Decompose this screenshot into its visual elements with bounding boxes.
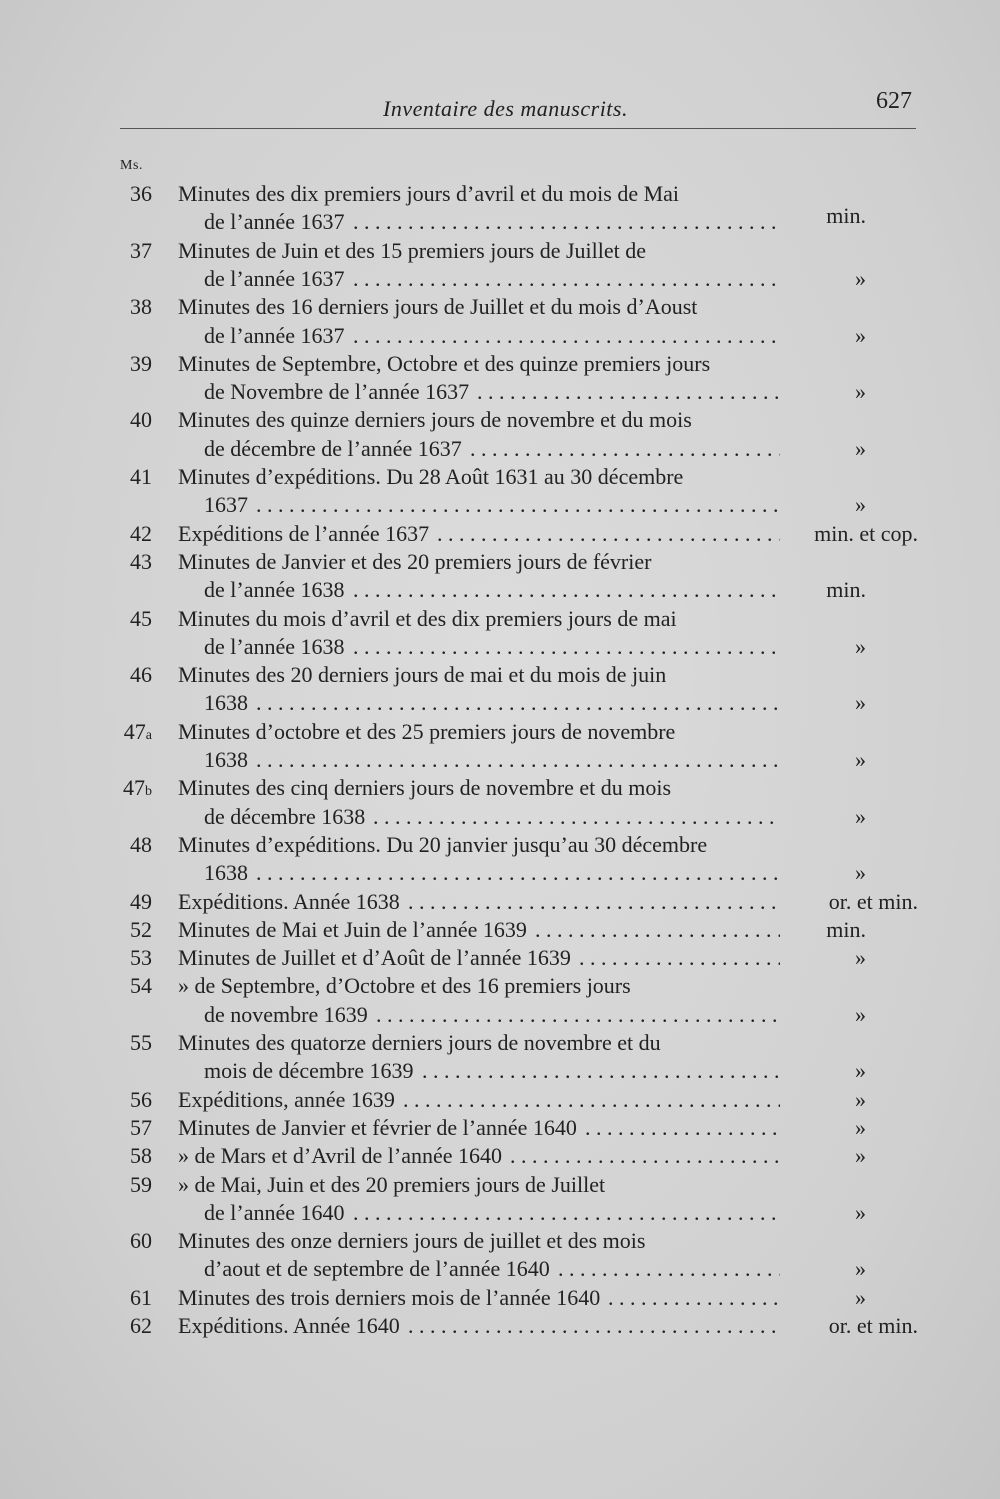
ms-number-value: 59 [130,1171,152,1197]
ms-number [104,718,152,750]
leader-dots [408,888,780,916]
ms-number [104,1086,152,1114]
leader-dots [373,803,780,831]
entry-line [178,1227,780,1255]
entry-text: Expéditions de l’année 1637 [178,520,430,546]
leader-dots [256,491,780,519]
leader-dots [353,576,780,604]
leader-dots [256,746,780,774]
entry-line [178,972,780,1000]
leader-dots [477,378,780,406]
ms-number [104,1142,152,1170]
entry-type-tag: » [855,803,866,829]
entry-text: 1638 [204,860,248,886]
entry-line [204,746,780,774]
leader-dots [579,944,780,972]
ms-number-value: 45 [130,605,152,631]
ms-number-value: 56 [130,1086,152,1112]
entry-text: Minutes des cinq derniers jours de novembre et du mois [178,775,672,801]
ms-number-value: 47 [123,718,146,744]
ms-number [104,180,152,208]
entry-line [178,605,780,633]
leader-dots [256,689,780,717]
ms-number-value: 47 [123,775,145,801]
entry-text: de l’année 1637 [204,265,345,291]
ms-number-value: 40 [130,407,152,433]
entry-type-tag: » [855,1199,866,1225]
entry-text: Minutes d’octobre et des 25 premiers jours de novembre [178,718,676,744]
leader-dots [510,1142,780,1170]
leader-dots [608,1284,780,1312]
entry-text: Minutes de Janvier et février de l’année 1640 [178,1114,577,1140]
entry-line [204,803,780,831]
entry-line [178,1029,780,1057]
entry-type-tag: » [855,1114,866,1140]
leader-dots [403,1086,780,1114]
ms-number-value: 36 [130,181,152,206]
entry-type-tag: » [855,747,866,772]
entry-text: Minutes des 16 derniers jours de Juillet et du mois d’Aoust [178,294,698,320]
page-number: 627 [876,88,912,114]
entry-type-tag: min. [826,577,866,603]
entry-type-tag: » [855,690,866,716]
ms-number-value: 54 [130,973,152,999]
entry-line [178,1284,780,1312]
entry-text: de l’année 1640 [204,1199,345,1225]
entry-text: de novembre 1639 [204,1001,368,1027]
ms-number [104,661,152,689]
entry-line [178,1142,780,1170]
leader-dots [408,1312,780,1340]
ms-number [104,605,152,633]
entry-text: de l’année 1638 [204,633,345,659]
ms-number-value: 49 [130,888,152,914]
entry-line [204,435,780,463]
leader-dots [535,916,780,944]
entry-type-tag: » [855,1284,866,1310]
entry-text: » de Septembre, d’Octobre et des 16 premiers jours [178,973,631,999]
entry-line [204,633,780,661]
entry-type-tag: » [855,379,866,405]
entry-line [204,1057,780,1085]
ms-number-suffix: a [145,727,152,743]
entry-text: » de Mars et d’Avril de l’année 1640 [178,1143,502,1169]
ms-number [104,774,152,806]
running-title: Inventaire des manuscrits. [383,96,628,121]
ms-number [104,520,152,548]
entry-type-tag: » [855,1058,866,1084]
entry-type-tag: » [855,435,866,461]
ms-number [104,237,152,265]
ms-number [104,406,152,434]
entry-line [204,576,780,604]
entry-text: Minutes d’expéditions. Du 28 Août 1631 au 30 décembre [178,464,684,489]
ms-number-value: 37 [130,237,152,263]
entry-line [178,916,780,944]
ms-number-suffix: b [145,784,152,800]
entry-text: Minutes des quinze derniers jours de novembre et du mois [178,407,692,433]
entry-line [204,491,780,519]
ms-number [104,1284,152,1312]
ms-number-value: 53 [130,945,152,971]
leader-dots [256,859,780,887]
ms-number [104,1029,152,1057]
leader-dots [558,1255,780,1283]
entry-line [178,180,780,208]
entry-type-tag: min. [826,916,866,942]
entry-line [178,1312,780,1340]
entry-type-tag: » [855,322,866,348]
entry-line [204,378,780,406]
entry-type-tag: or. et min. [828,1313,918,1338]
ms-number-value: 52 [130,916,152,942]
ms-number-value: 55 [130,1030,152,1055]
entry-type-tag: » [855,1143,866,1169]
entry-text: Expéditions. Année 1640 [178,1313,400,1338]
leader-dots [353,1199,780,1227]
entry-line [178,661,780,689]
entry-type-tag: » [855,1001,866,1027]
entry-line [178,718,780,746]
ms-number-value: 41 [130,464,152,489]
entry-line [204,1001,780,1029]
entry-text: de l’année 1638 [204,577,345,603]
entry-line [178,1171,780,1199]
entry-text: de décembre de l’année 1637 [204,435,462,461]
ms-number-value: 43 [130,548,152,574]
ms-number [104,888,152,916]
entry-text: Minutes de Juin et des 15 premiers jours de Juillet de [178,237,647,263]
leader-dots [353,208,780,236]
entry-text: Minutes des onze derniers jours de juillet et des mois [178,1228,646,1254]
entry-text: Expéditions. Année 1638 [178,888,400,914]
entry-text: Minutes des trois derniers mois de l’année 1640 [178,1284,601,1310]
ms-number [104,944,152,972]
entry-line [178,463,780,491]
entry-line [178,350,780,378]
leader-dots [585,1114,780,1142]
entry-type-tag: » [855,1086,866,1112]
ms-number-value: 48 [130,831,152,857]
entry-text: Minutes des dix premiers jours d’avril et du mois de Mai [178,181,680,206]
entry-type-tag: » [855,1256,866,1282]
entry-text: d’aout et de septembre de l’année 1640 [204,1256,550,1282]
ms-number [104,916,152,944]
entry-line [178,888,780,916]
entry-line [178,944,780,972]
entry-line [204,859,780,887]
entry-text: de Novembre de l’année 1637 [204,379,470,405]
entry-text: Minutes du mois d’avril et des dix premiers jours de mai [178,605,677,631]
ms-column-label: Ms. [120,158,143,173]
ms-number [104,972,152,1000]
entry-line [204,208,780,236]
leader-dots [353,633,780,661]
entry-line [178,520,780,548]
ms-number [104,1114,152,1142]
entry-text: Expéditions, année 1639 [178,1086,395,1112]
entry-text: mois de décembre 1639 [204,1058,414,1084]
ms-number-value: 38 [130,294,152,320]
ms-number-value: 39 [130,350,152,376]
ms-number [104,831,152,859]
entry-line [178,548,780,576]
entry-text: 1638 [204,690,248,716]
entry-line [178,237,780,265]
entry-text: Minutes des 20 derniers jours de mai et du mois de juin [178,662,667,688]
entry-line [178,774,780,802]
entry-type-tag: » [855,265,866,291]
ms-number [104,350,152,378]
entry-line [204,689,780,717]
ms-number-value: 62 [130,1313,152,1338]
entry-text: Minutes de Juillet et d’Août de l’année 1639 [178,945,571,971]
ms-number [104,293,152,321]
leader-dots [353,265,780,293]
entry-text: Minutes d’expéditions. Du 20 janvier jusqu’au 30 décembre [178,831,708,857]
entry-text: de décembre 1638 [204,803,366,829]
entry-line [204,1255,780,1283]
entry-line [204,322,780,350]
ms-number [104,1171,152,1199]
entry-text: 1637 [204,492,248,518]
ms-number-value: 58 [130,1143,152,1169]
entry-line [204,265,780,293]
entry-text: Minutes des quatorze derniers jours de novembre et du [178,1030,661,1055]
ms-number [104,1227,152,1255]
leader-dots [437,520,780,548]
entry-text: Minutes de Janvier et des 20 premiers jours de février [178,548,652,574]
entry-text: de l’année 1637 [204,209,345,235]
entry-text: de l’année 1637 [204,322,345,348]
entry-text: » de Mai, Juin et des 20 premiers jours de Juillet [178,1171,606,1197]
leader-dots [470,435,780,463]
entry-type-tag: » [855,633,866,659]
entry-type-tag: min. et cop. [814,520,918,546]
entry-line [204,1199,780,1227]
entry-type-tag: min. [826,203,866,229]
ms-number [104,548,152,576]
leader-dots [376,1001,780,1029]
entry-text: 1638 [204,747,248,772]
ms-number [104,463,152,491]
entry-line [178,831,780,859]
entry-text: Minutes de Septembre, Octobre et des quinze premiers jours [178,350,711,376]
entry-line [178,1114,780,1142]
entry-type-tag: » [855,492,866,518]
entry-line [178,293,780,321]
entry-type-tag: » [855,860,866,886]
ms-number-value: 42 [130,520,152,546]
entry-line [178,406,780,434]
entry-text: Minutes de Mai et Juin de l’année 1639 [178,916,527,942]
ms-number-value: 61 [130,1284,152,1310]
entry-type-tag: or. et min. [828,888,918,914]
ms-number [104,1312,152,1340]
leader-dots [422,1057,780,1085]
ms-number-value: 57 [130,1114,152,1140]
entry-type-tag: » [855,945,866,971]
leader-dots [353,322,780,350]
entry-line [178,1086,780,1114]
ms-number-value: 60 [130,1228,152,1254]
ms-number-value: 46 [130,662,152,688]
